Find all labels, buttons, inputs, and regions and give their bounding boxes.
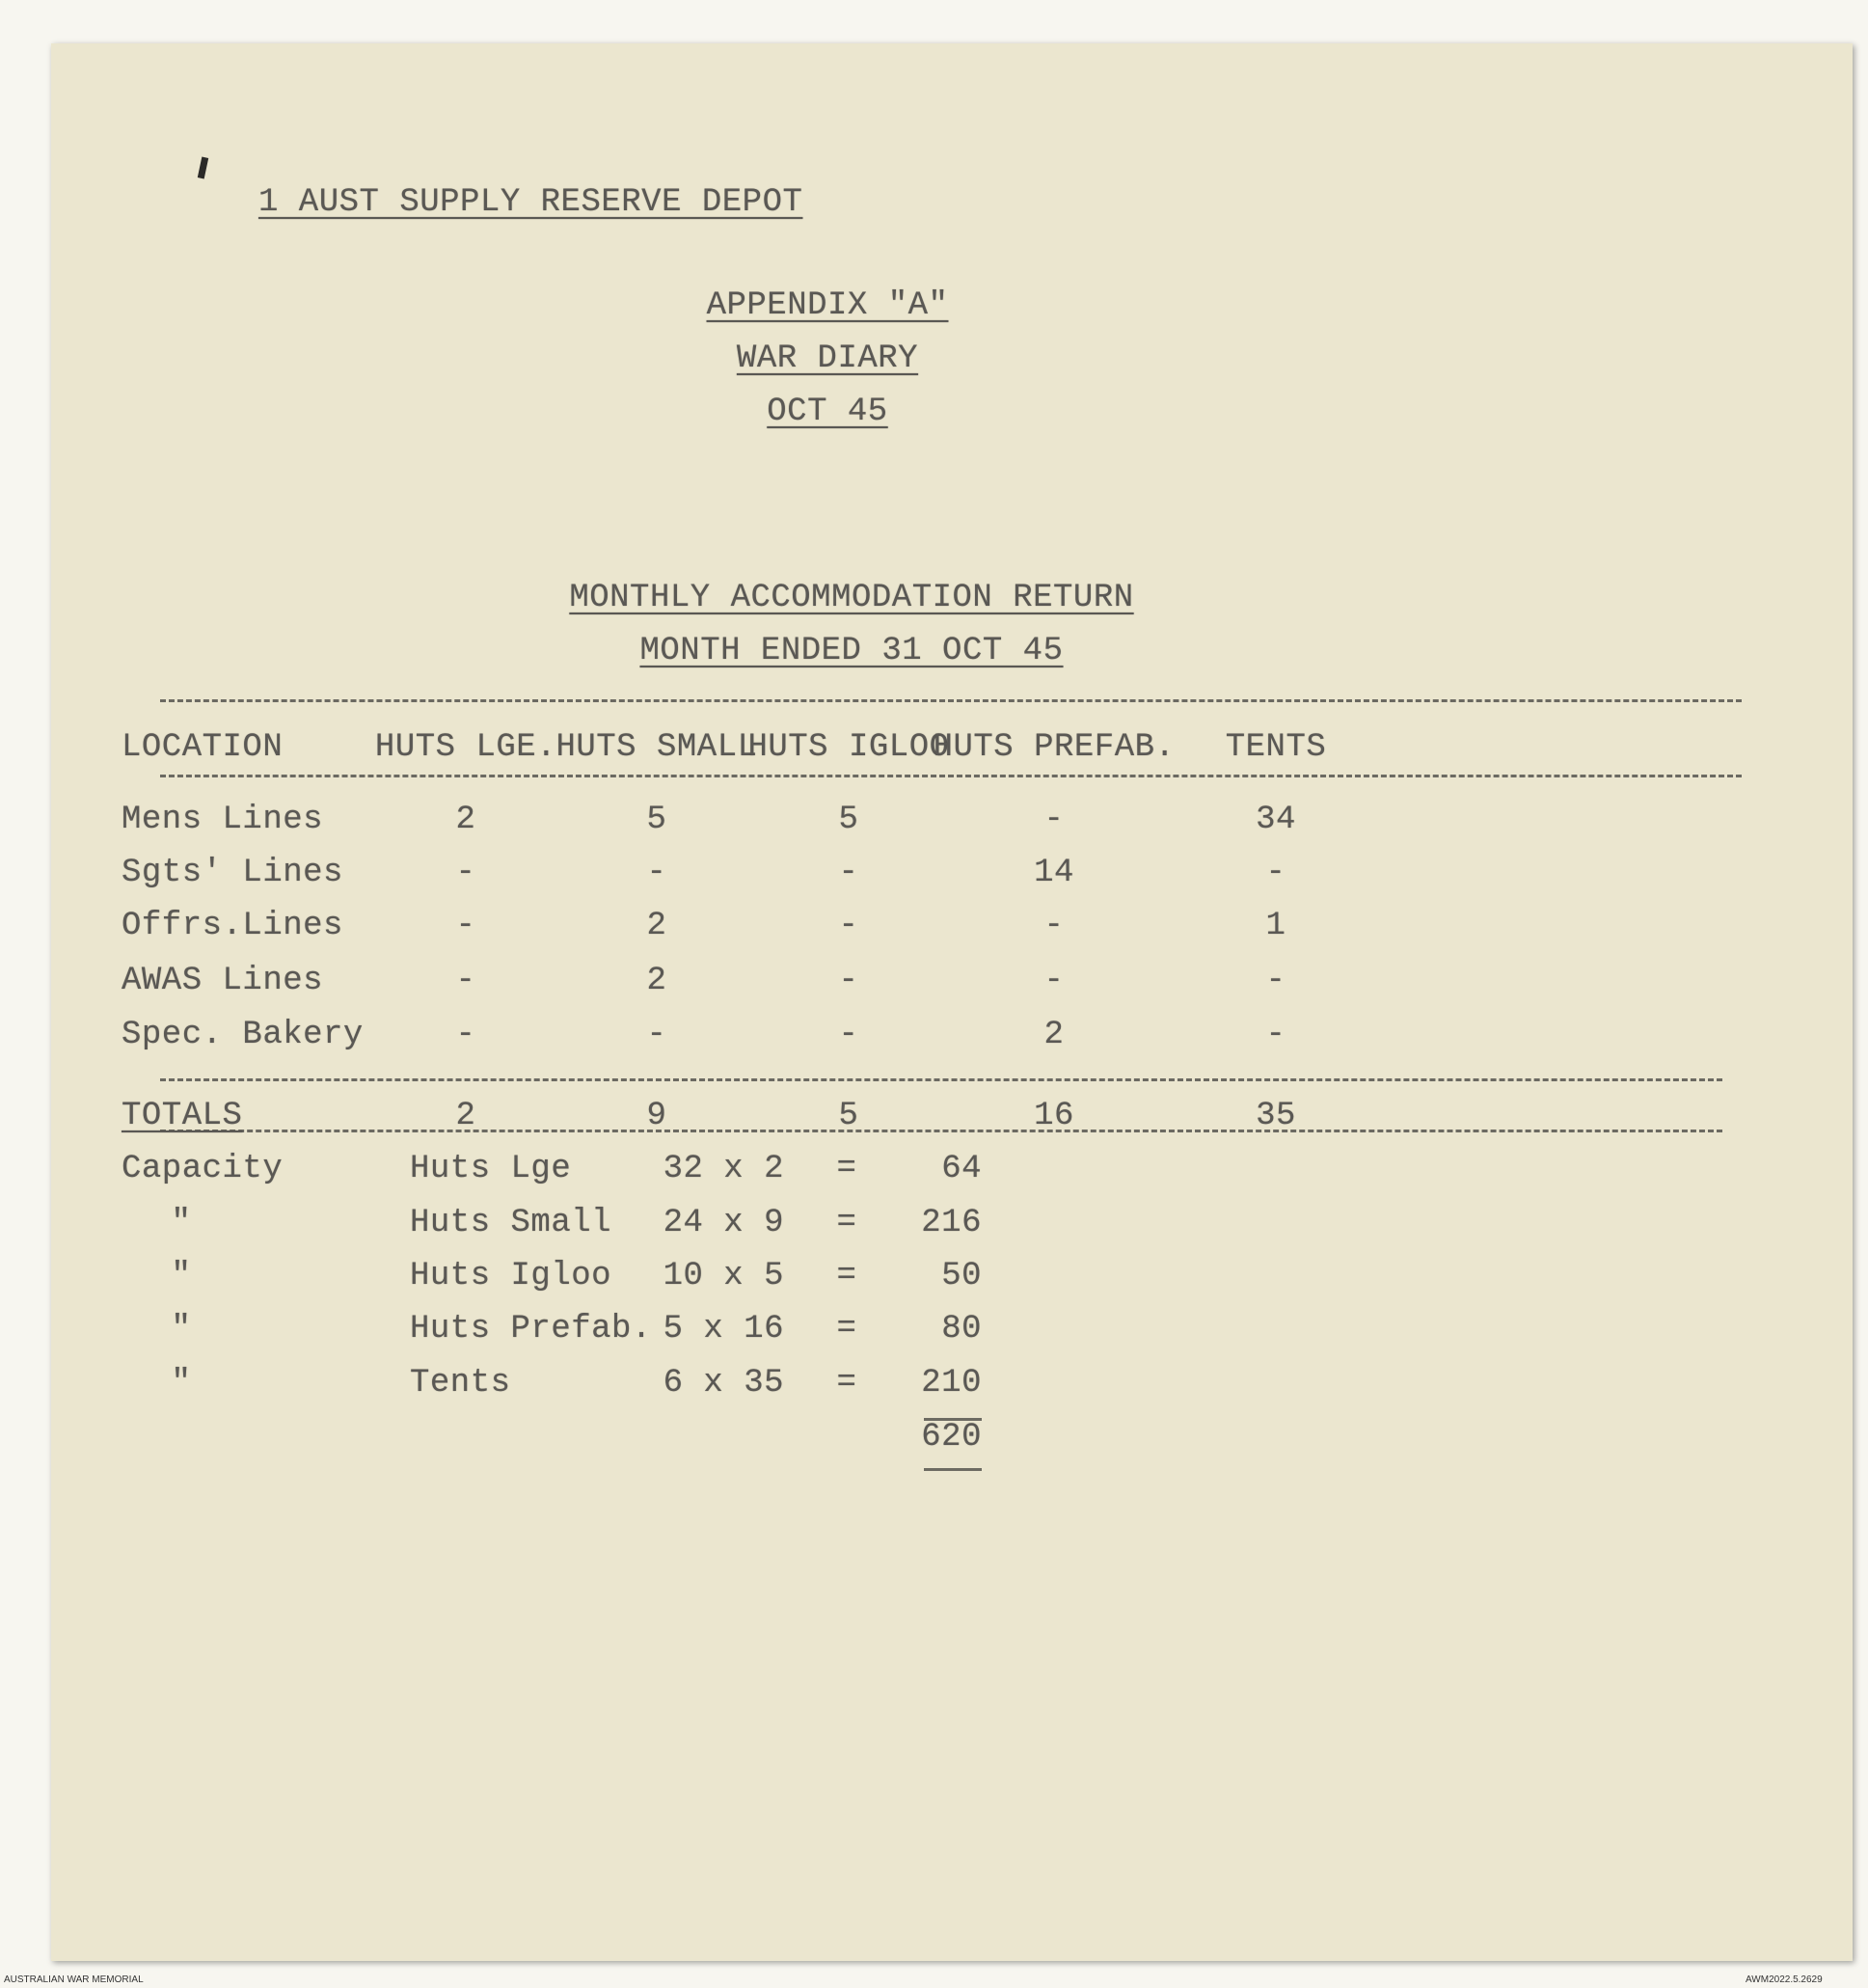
grand-total-underline [924, 1468, 982, 1471]
capacity-multiplication: 24 x 9 [663, 1205, 784, 1241]
totals-cell: 35 [1256, 1098, 1296, 1134]
capacity-multiplication: 5 x 16 [663, 1311, 784, 1348]
totals-cell: 9 [646, 1098, 667, 1134]
table-cell: - [838, 963, 859, 999]
capacity-label: Capacity [122, 1151, 284, 1187]
table-cell: - [455, 908, 476, 944]
table-cell: - [455, 963, 476, 999]
ditto-mark: " [171, 1258, 192, 1294]
table-cell: - [1043, 963, 1065, 999]
table-cell: 1 [1265, 908, 1286, 944]
unit-heading: 1 AUST SUPPLY RESERVE DEPOT [258, 184, 803, 221]
punch-mark [198, 157, 208, 179]
table-cell: - [838, 908, 859, 944]
table-cell: - [838, 855, 859, 891]
capacity-equals: = [836, 1365, 857, 1402]
table-row-label: Offrs.Lines [122, 908, 343, 944]
header-bottom-rule [160, 775, 1742, 777]
footer-right: AWM2022.5.2629 [1746, 1974, 1823, 1985]
ditto-mark: " [171, 1311, 192, 1348]
war-diary-heading: WAR DIARY [736, 340, 919, 377]
sum-underline [924, 1418, 982, 1421]
table-header-cell: HUTS LGE. [374, 729, 557, 766]
table-header-cell: HUTS SMALL [555, 729, 758, 766]
table-cell: - [1043, 802, 1065, 838]
table-cell: 2 [646, 963, 667, 999]
totals-label: TOTALS [122, 1098, 243, 1134]
capacity-multiplication: 10 x 5 [663, 1258, 784, 1294]
table-cell: 14 [1034, 855, 1074, 891]
capacity-equals: = [836, 1258, 857, 1294]
capacity-multiplication: 6 x 35 [663, 1365, 784, 1402]
table-cell: - [1265, 963, 1286, 999]
capacity-hut-type: Tents [410, 1365, 511, 1402]
capacity-equals: = [836, 1205, 857, 1241]
table-cell: - [838, 1017, 859, 1053]
table-cell: 2 [646, 908, 667, 944]
table-cell: 5 [838, 802, 859, 838]
capacity-multiplication: 32 x 2 [663, 1151, 784, 1187]
capacity-result: 50 [941, 1258, 982, 1294]
totals-top-rule [160, 1078, 1722, 1081]
table-cell: 5 [646, 802, 667, 838]
table-cell: 2 [1043, 1017, 1065, 1053]
capacity-equals: = [836, 1311, 857, 1348]
capacity-result: 64 [941, 1151, 982, 1187]
table-header-cell: HUTS PREFAB. [933, 729, 1176, 766]
table-header-cell: LOCATION [122, 729, 284, 766]
totals-cell: 16 [1034, 1098, 1074, 1134]
table-cell: - [1043, 908, 1065, 944]
period-heading: OCT 45 [767, 394, 888, 430]
capacity-result: 80 [941, 1311, 982, 1348]
document-page [51, 43, 1853, 1961]
table-cell: - [1265, 1017, 1286, 1053]
capacity-hut-type: Huts Small [410, 1205, 612, 1241]
capacity-grand-total: 620 [921, 1419, 982, 1456]
ditto-mark: " [171, 1365, 192, 1402]
table-cell: - [1265, 855, 1286, 891]
table-cell: - [455, 1017, 476, 1053]
capacity-hut-type: Huts Igloo [410, 1258, 612, 1294]
appendix-heading: APPENDIX "A" [706, 287, 949, 324]
table-row-label: Mens Lines [122, 802, 324, 838]
capacity-hut-type: Huts Prefab. [410, 1311, 652, 1348]
table-cell: 2 [455, 802, 476, 838]
capacity-result: 210 [921, 1365, 982, 1402]
table-row-label: AWAS Lines [122, 963, 324, 999]
table-cell: - [646, 1017, 667, 1053]
ditto-mark: " [171, 1205, 192, 1241]
capacity-result: 216 [921, 1205, 982, 1241]
table-cell: 34 [1256, 802, 1296, 838]
table-top-rule [160, 699, 1742, 702]
table-cell: - [646, 855, 667, 891]
totals-cell: 5 [838, 1098, 859, 1134]
return-subtitle: MONTH ENDED 31 OCT 45 [639, 633, 1064, 669]
table-row-label: Spec. Bakery [122, 1017, 364, 1053]
table-row-label: Sgts' Lines [122, 855, 343, 891]
footer-left: AUSTRALIAN WAR MEMORIAL [4, 1974, 144, 1985]
capacity-hut-type: Huts Lge [410, 1151, 572, 1187]
capacity-equals: = [836, 1151, 857, 1187]
return-title: MONTHLY ACCOMMODATION RETURN [569, 580, 1134, 616]
table-header-cell: HUTS IGLOO [747, 729, 950, 766]
table-header-cell: TENTS [1225, 729, 1327, 766]
table-cell: - [455, 855, 476, 891]
totals-cell: 2 [455, 1098, 476, 1134]
